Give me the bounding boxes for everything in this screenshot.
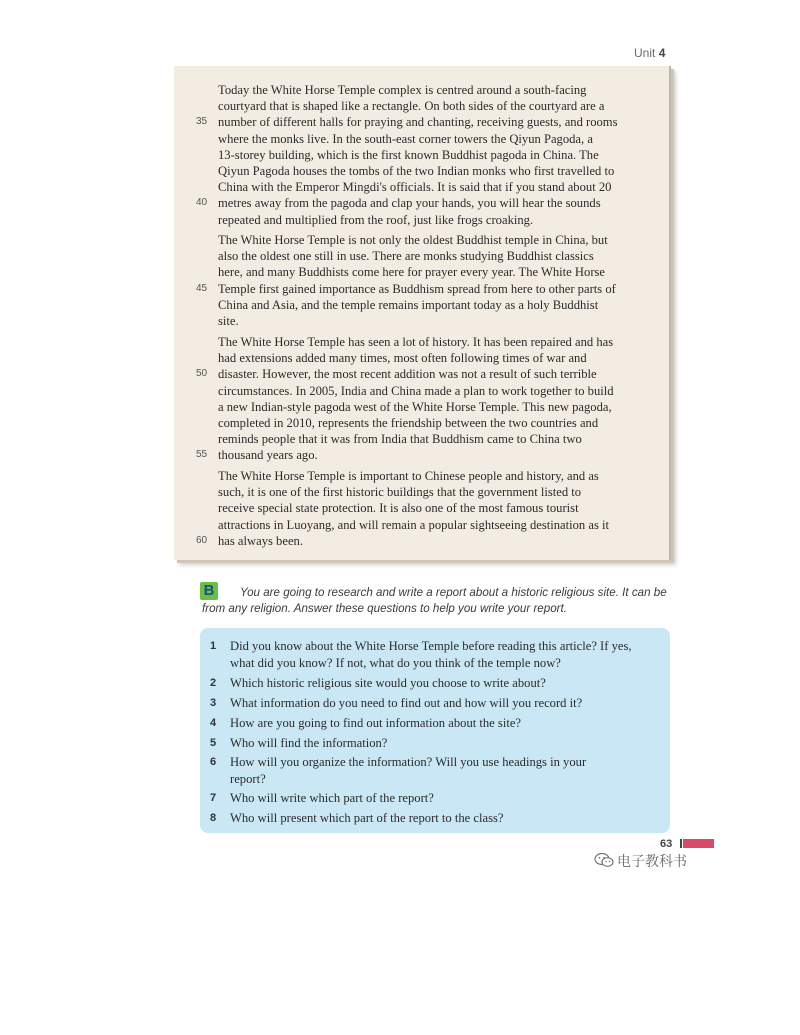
question-number: 1: [210, 640, 217, 652]
page-color-bar: [683, 839, 714, 848]
question-number: 8: [210, 812, 217, 824]
passage-line: 13-storey building, which is the first known Buddhist pagoda in China. The: [218, 147, 599, 162]
section-b-badge: B: [200, 582, 218, 600]
line-number: 40: [196, 197, 208, 209]
question-text: Who will present which part of the report to the class?: [230, 811, 504, 825]
passage-paragraph-4: [196, 468, 658, 549]
passage-line: site.: [218, 314, 239, 329]
question-text: report?: [230, 771, 266, 786]
watermark-text: 电子教科书: [617, 854, 687, 870]
instruction-line: from any religion. Answer these questions to help you write your report.: [202, 602, 567, 615]
question-text: How are you going to find out information about the site?: [230, 716, 521, 730]
unit-label: [634, 46, 665, 60]
questions-box: [200, 628, 670, 833]
passage-line: 55 thousand years ago.: [196, 448, 318, 463]
line-number: 50: [196, 368, 208, 380]
unit-number: 4: [658, 46, 666, 60]
question-number: 5: [210, 737, 217, 749]
question-text: Which historic religious site would you choose to write about?: [230, 676, 546, 690]
wechat-icon: [594, 852, 614, 872]
passage-line: 35 number of different halls for praying and chanting, receiving guests, and rooms: [196, 115, 618, 130]
passage-line: such, it is one of the first historic buildings that the government listed to: [218, 485, 582, 500]
question-text: How will you organize the information? Will you use headings in your: [230, 755, 587, 769]
passage-line: 60 has always been.: [196, 533, 303, 548]
question-text: What information do you need to find out and how will you record it?: [230, 696, 583, 710]
passage-line: Qiyun Pagoda houses the tombs of the two Indian monks who first travelled to: [218, 164, 615, 179]
question-text: Did you know about the White Horse Temple before reading this article? If yes,: [230, 639, 632, 653]
question-text: Who will find the information?: [230, 736, 388, 750]
passage-paragraph-3: [196, 334, 658, 464]
line-number: 55: [196, 449, 208, 461]
passage-paragraph-2: [196, 232, 658, 329]
passage-line: 40 metres away from the pagoda and clap your hands, you will hear the sounds: [196, 196, 601, 211]
question-number: 3: [210, 697, 217, 709]
passage-line: repeated and multiplied from the roof, just like frogs croaking.: [218, 212, 534, 227]
passage-line: completed in 2010, represents the friendship between the two countries and: [218, 416, 599, 431]
passage-line: had extensions added many times, most often following times of war and: [218, 351, 587, 366]
passage-line: attractions in Luoyang, and will remain a popular sightseeing destination as it: [218, 517, 610, 532]
passage-line: here, and many Buddhists come here for prayer every year. The White Horse: [218, 265, 605, 280]
passage-paragraph-1: [196, 82, 658, 228]
unit-prefix: Unit: [634, 46, 656, 60]
passage-line: receive special state protection. It is also one of the most famous tourist: [218, 501, 579, 516]
question-number: 6: [210, 756, 217, 768]
question-text: what did you know? If not, what do you think of the temple now?: [230, 655, 561, 670]
passage-line: circumstances. In 2005, India and China made a plan to work together to build: [218, 383, 614, 398]
passage-line: where the monks live. In the south-east corner towers the Qiyun Pagoda, a: [218, 131, 593, 146]
passage-line: a new Indian-style pagoda west of the White Horse Temple. This new pagoda,: [218, 399, 612, 414]
reading-passage: [174, 66, 671, 560]
page-number: 63: [660, 838, 673, 850]
instruction-line: You are going to research and write a report about a historic religious site. It can be: [240, 586, 667, 599]
passage-line: The White Horse Temple is important to Chinese people and history, and as: [218, 469, 599, 483]
passage-line: The White Horse Temple has seen a lot of history. It has been repaired and has: [218, 335, 614, 349]
passage-line: reminds people that it was from India that Buddhism came to China two: [218, 432, 582, 447]
line-number: 60: [196, 534, 208, 546]
line-number: 35: [196, 116, 208, 128]
passage-line: China and Asia, and the temple remains important today as a holy Buddhist: [218, 297, 599, 312]
page-tick: [680, 839, 682, 848]
passage-line: The White Horse Temple is not only the oldest Buddhist temple in China, but: [218, 233, 608, 247]
passage-line: 50 disaster. However, the most recent addition was not a result of such terrible: [196, 367, 597, 382]
passage-line: also the oldest one still in use. There are monks studying Buddhist classics: [218, 249, 594, 264]
line-number: 45: [196, 282, 208, 294]
question-number: 7: [210, 792, 217, 804]
question-number: 4: [210, 717, 217, 729]
passage-line: 45 Temple first gained importance as Buddhism spread from here to other parts of: [196, 281, 616, 296]
passage-line: courtyard that is shaped like a rectangle. On both sides of the courtyard are a: [218, 99, 605, 114]
question-number: 2: [210, 677, 217, 689]
question-text: Who will write which part of the report?: [230, 791, 434, 805]
passage-line: Today the White Horse Temple complex is centred around a south-facing: [218, 83, 587, 97]
watermark: [594, 851, 687, 872]
passage-line: China with the Emperor Mingdi's officials. It is said that if you stand about 20: [218, 180, 612, 195]
